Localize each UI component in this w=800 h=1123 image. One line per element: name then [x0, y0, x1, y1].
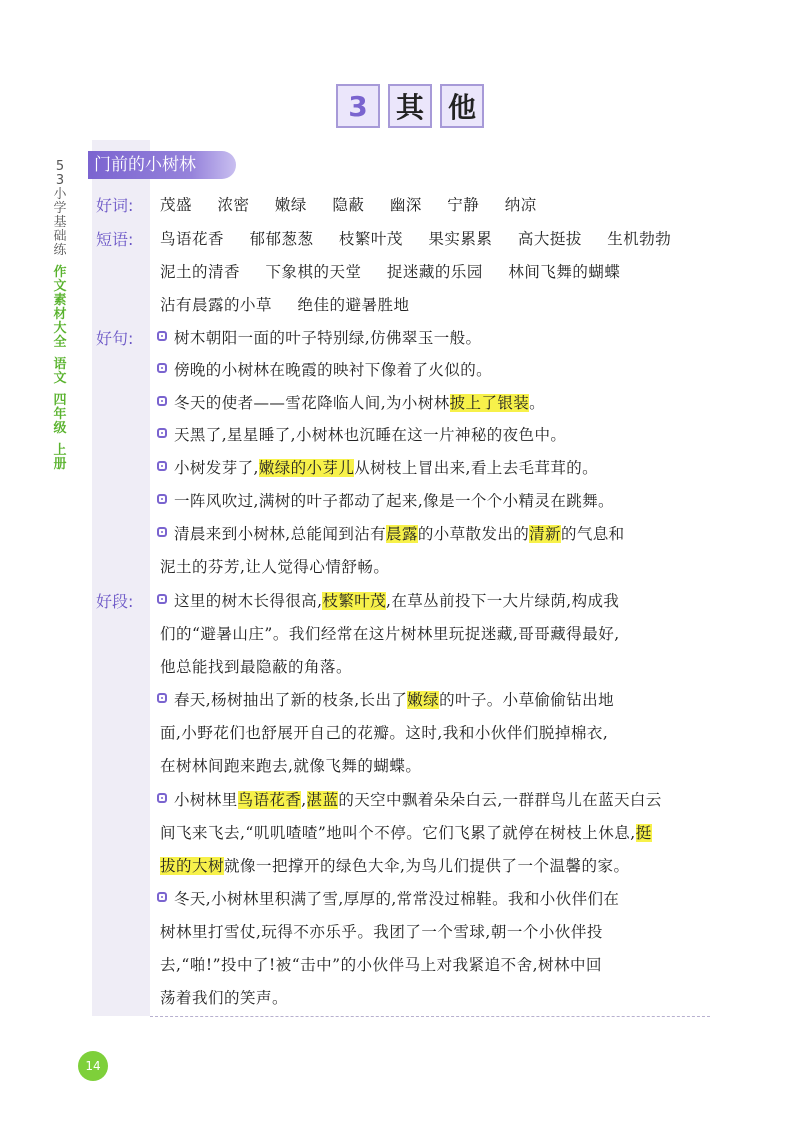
bullet-icon [157, 527, 167, 537]
text-span: 从树枝上冒出来,看上去毛茸茸的。 [354, 459, 599, 477]
paragraph-1-line-1 [174, 589, 619, 611]
text-span: 小树发芽了, [174, 459, 259, 477]
word-item: 浓密 [217, 196, 250, 214]
highlight-span: 晨露 [386, 525, 418, 543]
text-span: 的小草散发出的 [417, 525, 530, 543]
phrase-item: 泥土的清香 [160, 263, 241, 281]
bullet-icon [157, 428, 167, 438]
text-span: , [301, 791, 307, 809]
bullet-icon [157, 494, 167, 504]
book-spine [40, 160, 80, 472]
label-panel [92, 140, 150, 1016]
bullet-icon [157, 363, 167, 373]
word-item: 宁静 [447, 196, 480, 214]
spine-char: 级 [53, 421, 67, 436]
paragraph-2-line-3: 在树林间跑来跑去,就像飞舞的蝴蝶。 [160, 757, 422, 775]
paragraph-2-line-2: 面,小野花们也舒展开自己的花瓣。这时,我和小伙伴们脱掉棉衣, [160, 724, 609, 742]
phrases-row-3 [160, 293, 429, 315]
spine-char: 全 [53, 335, 67, 350]
highlight-span: 拔的大树 [160, 857, 225, 875]
spine-char: 小 [53, 187, 67, 202]
spine-char: 语 [53, 357, 67, 372]
sentence-4: 天黑了,星星睡了,小树林也沉睡在这一片神秘的夜色中。 [174, 426, 567, 444]
text-span: 的气息和 [560, 525, 625, 543]
spine-char: 四 [53, 393, 67, 408]
word-item: 隐蔽 [332, 196, 365, 214]
paragraph-1-line-2: 们的“避暑山庄”。我们经常在这片树林里玩捉迷藏,哥哥藏得最好, [160, 625, 620, 643]
phrase-item: 捉迷藏的乐园 [386, 263, 483, 281]
paragraph-3-line-3 [160, 854, 629, 876]
highlight-span: 披上了银装 [449, 394, 530, 412]
phrase-item: 下象棋的天堂 [265, 263, 362, 281]
text-span: 冬天的使者——雪花降临人间,为小树林 [174, 394, 450, 412]
highlight-span: 湛蓝 [306, 791, 339, 809]
sentence-7 [174, 522, 625, 544]
bullet-icon [157, 331, 167, 341]
highlight-span: 清新 [529, 525, 561, 543]
section-divider [150, 1016, 710, 1017]
spine-char: 3 [55, 173, 65, 188]
label-paragraphs: 好段: [96, 592, 134, 611]
label-phrases: 短语: [96, 230, 134, 249]
text-span: 的天空中飘着朵朵白云,一群群鸟儿在蓝天白云 [338, 791, 662, 809]
highlight-span: 枝繁叶茂 [322, 592, 387, 610]
spine-char: 册 [53, 457, 67, 472]
sentence-5 [174, 456, 598, 478]
label-words: 好词: [96, 196, 134, 215]
word-item: 幽深 [389, 196, 422, 214]
bullet-icon [157, 793, 167, 803]
text-span: 就像一把撑开的绿色大伞,为鸟儿们提供了一个温馨的家。 [224, 857, 630, 875]
spine-char: 础 [53, 229, 67, 244]
highlight-span: 嫩绿的小芽儿 [258, 459, 355, 477]
text-span: 小树林里 [174, 791, 238, 809]
spine-char: 文 [53, 371, 67, 386]
phrase-item: 枝繁叶茂 [338, 230, 403, 248]
phrase-item: 高大挺拔 [517, 230, 582, 248]
text-span: 。 [529, 394, 546, 412]
bullet-icon [157, 461, 167, 471]
phrase-item: 鸟语花香 [160, 230, 225, 248]
text-span: 春天,杨树抽出了新的枝条,长出了 [174, 691, 408, 709]
sentence-3 [174, 391, 545, 413]
spine-char: 年 [53, 407, 67, 422]
sentence-6: 一阵风吹过,满树的叶子都动了起来,像是一个个小精灵在跳舞。 [174, 492, 614, 510]
spine-char: 5 [55, 159, 65, 174]
spine-char: 基 [53, 215, 67, 230]
spine-char: 大 [53, 321, 67, 336]
spine-char: 练 [53, 243, 67, 258]
text-span: 的叶子。小草偷偷钻出地 [439, 691, 614, 709]
phrase-item: 绝佳的避暑胜地 [297, 296, 410, 314]
paragraph-3-line-1 [174, 788, 662, 810]
paragraph-4-line-4: 荡着我们的笑声。 [160, 989, 289, 1007]
word-item: 茂盛 [160, 196, 193, 214]
sentence-1: 树木朝阳一面的叶子特别绿,仿佛翠玉一般。 [174, 329, 482, 347]
paragraph-4-line-3: 去,“啪!”投中了!被“击中”的小伙伴马上对我紧追不舍,树林中回 [160, 956, 603, 974]
chapter-header [336, 84, 484, 128]
spine-char: 材 [53, 307, 67, 322]
text-span: ,在草丛前投下一大片绿荫,构成我 [386, 592, 620, 610]
sentence-7-line-2: 泥土的芬芳,让人觉得心情舒畅。 [160, 558, 390, 576]
paragraph-2-line-1 [174, 688, 614, 710]
chapter-number: 3 [336, 84, 380, 128]
chapter-title-char-1: 其 [388, 84, 432, 128]
phrase-item: 沾有晨露的小草 [160, 296, 273, 314]
bullet-icon [157, 594, 167, 604]
text-span: 间飞来飞去,“叽叽喳喳”地叫个不停。它们飞累了就停在树枝上休息, [160, 824, 636, 842]
words-row [160, 193, 557, 215]
chapter-title-char-2: 他 [440, 84, 484, 128]
highlight-span: 鸟语花香 [237, 791, 302, 809]
bullet-icon [157, 693, 167, 703]
phrases-row-1 [160, 227, 691, 249]
phrases-row-2 [160, 260, 640, 282]
phrase-item: 郁郁葱葱 [249, 230, 314, 248]
paragraph-4-line-2: 树林里打雪仗,玩得不亦乐乎。我团了一个雪球,朝一个小伙伴投 [160, 923, 603, 941]
phrase-item: 果实累累 [428, 230, 493, 248]
word-item: 嫩绿 [274, 196, 307, 214]
paragraph-1-line-3: 他总能找到最隐蔽的角落。 [160, 658, 353, 676]
spine-char: 素 [53, 293, 67, 308]
spine-char: 文 [53, 279, 67, 294]
spine-char: 上 [53, 443, 67, 458]
label-sentences: 好句: [96, 329, 134, 348]
spine-char: 作 [53, 265, 67, 280]
phrase-item: 林间飞舞的蝴蝶 [508, 263, 621, 281]
text-span: 清晨来到小树林,总能闻到沾有 [174, 525, 387, 543]
highlight-span: 挺 [635, 824, 652, 842]
phrase-item: 生机勃勃 [607, 230, 672, 248]
highlight-span: 嫩绿 [407, 691, 440, 709]
bullet-icon [157, 396, 167, 406]
spine-char: 学 [53, 201, 67, 216]
paragraph-3-line-2 [160, 821, 652, 843]
word-item: 纳凉 [504, 196, 537, 214]
paragraph-4-line-1: 冬天,小树林里积满了雪,厚厚的,常常没过棉鞋。我和小伙伴们在 [174, 890, 620, 908]
page-number-badge: 14 [78, 1051, 108, 1081]
bullet-icon [157, 892, 167, 902]
text-span: 这里的树木长得很高, [174, 592, 323, 610]
sentence-2: 傍晚的小树林在晚霞的映衬下像着了火似的。 [174, 361, 493, 379]
section-title: 门前的小树林 [88, 151, 236, 179]
